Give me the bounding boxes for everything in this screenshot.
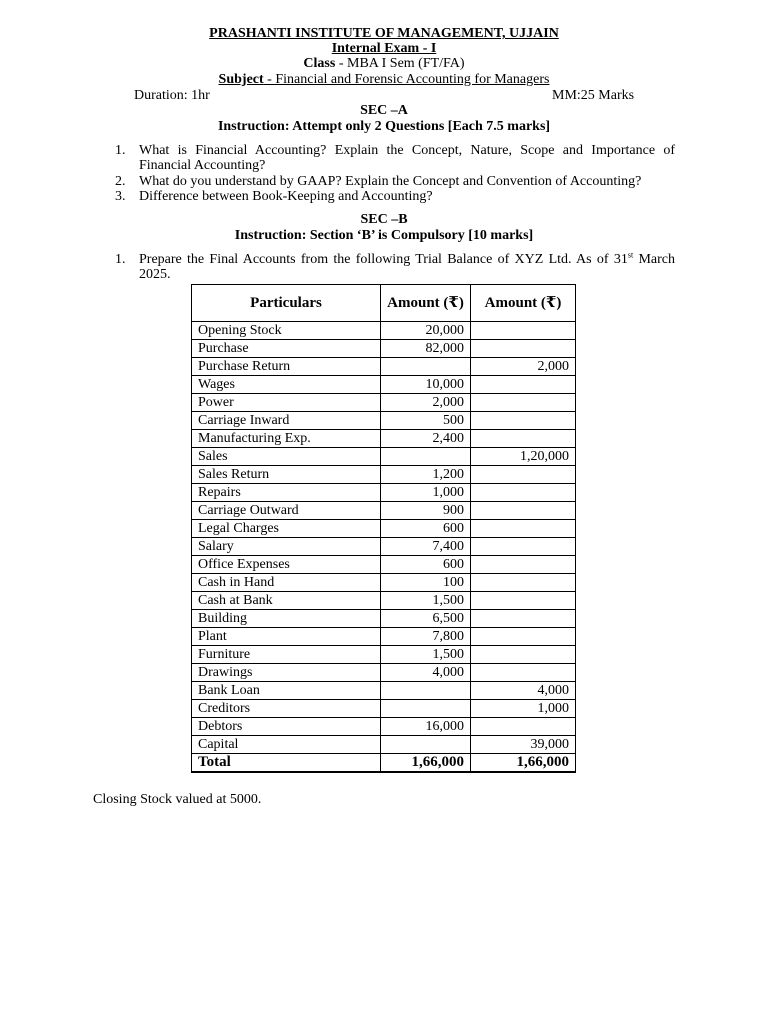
particular-cell: Cash at Bank [192, 592, 381, 610]
question-number: 1. [115, 143, 126, 158]
debit-cell [381, 700, 471, 718]
particular-cell: Opening Stock [192, 322, 381, 340]
closing-stock-note: Closing Stock valued at 5000. [93, 792, 262, 807]
particular-cell: Power [192, 394, 381, 412]
debit-cell: 1,200 [381, 466, 471, 484]
credit-cell [471, 376, 576, 394]
debit-cell: 2,000 [381, 394, 471, 412]
total-debit: 1,66,000 [381, 754, 471, 773]
particular-cell: Cash in Hand [192, 574, 381, 592]
question-text: What do you understand by GAAP? Explain the Concept and Convention of Accounting? [139, 174, 642, 189]
table-row [192, 664, 576, 682]
table-row [192, 376, 576, 394]
ordinal-suffix: st [627, 250, 634, 260]
section-b-title: SEC –B [360, 212, 408, 227]
subject-label: Subject [218, 72, 264, 87]
credit-cell [471, 322, 576, 340]
question-text: Difference between Book-Keeping and Accounting? [139, 189, 433, 204]
credit-cell: 2,000 [471, 358, 576, 376]
particular-cell: Creditors [192, 700, 381, 718]
table-row [192, 340, 576, 358]
particular-cell: Office Expenses [192, 556, 381, 574]
table-row [192, 556, 576, 574]
table-row [192, 520, 576, 538]
debit-cell: 1,500 [381, 592, 471, 610]
credit-cell [471, 628, 576, 646]
credit-cell [471, 520, 576, 538]
table-row [192, 610, 576, 628]
credit-cell [471, 718, 576, 736]
credit-cell [471, 592, 576, 610]
credit-cell [471, 538, 576, 556]
table-row [192, 466, 576, 484]
credit-cell: 4,000 [471, 682, 576, 700]
subject-line [0, 72, 768, 88]
particular-cell: Manufacturing Exp. [192, 430, 381, 448]
debit-cell: 100 [381, 574, 471, 592]
exam-title: Internal Exam - I [331, 41, 437, 56]
question-item [115, 174, 675, 189]
table-row [192, 502, 576, 520]
debit-cell: 20,000 [381, 322, 471, 340]
table-row [192, 736, 576, 754]
table-row [192, 412, 576, 430]
debit-cell: 6,500 [381, 610, 471, 628]
credit-cell [471, 502, 576, 520]
table-row [192, 718, 576, 736]
question-item [115, 252, 675, 282]
debit-cell: 1,500 [381, 646, 471, 664]
column-header-particulars: Particulars [192, 285, 381, 322]
credit-cell [471, 466, 576, 484]
question-number: 2. [115, 174, 126, 189]
particular-cell: Drawings [192, 664, 381, 682]
particular-cell: Legal Charges [192, 520, 381, 538]
table-row [192, 592, 576, 610]
particular-cell: Wages [192, 376, 381, 394]
question-item [115, 189, 675, 204]
table-header-row [192, 285, 576, 322]
credit-cell [471, 430, 576, 448]
credit-cell: 39,000 [471, 736, 576, 754]
question-number: 3. [115, 189, 126, 204]
question-text-main: Prepare the Final Accounts from the following Trial Balance of XYZ Ltd. As of 31 [139, 252, 628, 267]
particular-cell: Carriage Outward [192, 502, 381, 520]
table-total-row [192, 754, 576, 773]
table-row [192, 682, 576, 700]
class-line [0, 56, 768, 72]
debit-cell: 2,400 [381, 430, 471, 448]
debit-cell [381, 736, 471, 754]
debit-cell: 900 [381, 502, 471, 520]
question-text-end: March 2025. [139, 252, 675, 282]
credit-cell [471, 394, 576, 412]
debit-cell [381, 682, 471, 700]
total-credit: 1,66,000 [471, 754, 576, 773]
debit-cell [381, 358, 471, 376]
particular-cell: Sales Return [192, 466, 381, 484]
table-row [192, 628, 576, 646]
question-text [139, 252, 675, 282]
particular-cell: Bank Loan [192, 682, 381, 700]
section-a-title: SEC –A [360, 103, 408, 118]
debit-cell [381, 448, 471, 466]
particular-cell: Purchase Return [192, 358, 381, 376]
section-a-instruction: Instruction: Attempt only 2 Questions [Each 7.5 marks] [217, 119, 551, 134]
credit-cell: 1,000 [471, 700, 576, 718]
particular-cell: Capital [192, 736, 381, 754]
credit-cell [471, 646, 576, 664]
table-row [192, 700, 576, 718]
section-b-instruction: Instruction: Section ‘B’ is Compulsory [10 marks] [234, 228, 534, 243]
debit-cell: 10,000 [381, 376, 471, 394]
class-label: Class [303, 56, 336, 71]
debit-cell: 1,000 [381, 484, 471, 502]
debit-cell: 500 [381, 412, 471, 430]
debit-cell: 600 [381, 556, 471, 574]
credit-cell [471, 412, 576, 430]
table-row [192, 484, 576, 502]
particular-cell: Debtors [192, 718, 381, 736]
particular-cell: Furniture [192, 646, 381, 664]
class-value: - MBA I Sem (FT/FA) [335, 56, 465, 71]
debit-cell: 7,800 [381, 628, 471, 646]
particular-cell: Plant [192, 628, 381, 646]
total-label: Total [192, 754, 381, 773]
question-number: 1. [115, 252, 126, 267]
debit-cell: 4,000 [381, 664, 471, 682]
particular-cell: Repairs [192, 484, 381, 502]
credit-cell [471, 664, 576, 682]
question-item [115, 143, 675, 173]
table-row [192, 322, 576, 340]
table-row [192, 448, 576, 466]
duration: Duration: 1hr [134, 88, 210, 103]
particular-cell: Sales [192, 448, 381, 466]
column-header-credit-amount: Amount (₹) [471, 285, 576, 322]
credit-cell [471, 574, 576, 592]
column-header-debit-amount: Amount (₹) [381, 285, 471, 322]
table-row [192, 358, 576, 376]
credit-cell [471, 340, 576, 358]
debit-cell: 82,000 [381, 340, 471, 358]
particular-cell: Purchase [192, 340, 381, 358]
institute-title: PRASHANTI INSTITUTE OF MANAGEMENT, UJJAIN [209, 26, 559, 41]
particular-cell: Salary [192, 538, 381, 556]
table-row [192, 538, 576, 556]
debit-cell: 7,400 [381, 538, 471, 556]
subject-value: - Financial and Forensic Accounting for Managers [263, 72, 550, 87]
table-row [192, 394, 576, 412]
question-text: What is Financial Accounting? Explain the Concept, Nature, Scope and Importance of Financial Accounting? [139, 143, 675, 173]
table-row [192, 574, 576, 592]
credit-cell: 1,20,000 [471, 448, 576, 466]
table-row [192, 646, 576, 664]
particular-cell: Building [192, 610, 381, 628]
credit-cell [471, 556, 576, 574]
trial-balance-table [191, 284, 576, 773]
credit-cell [471, 610, 576, 628]
max-marks: MM:25 Marks [552, 88, 635, 103]
debit-cell: 16,000 [381, 718, 471, 736]
credit-cell [471, 484, 576, 502]
debit-cell: 600 [381, 520, 471, 538]
table-row [192, 430, 576, 448]
particular-cell: Carriage Inward [192, 412, 381, 430]
table-body [192, 322, 576, 754]
